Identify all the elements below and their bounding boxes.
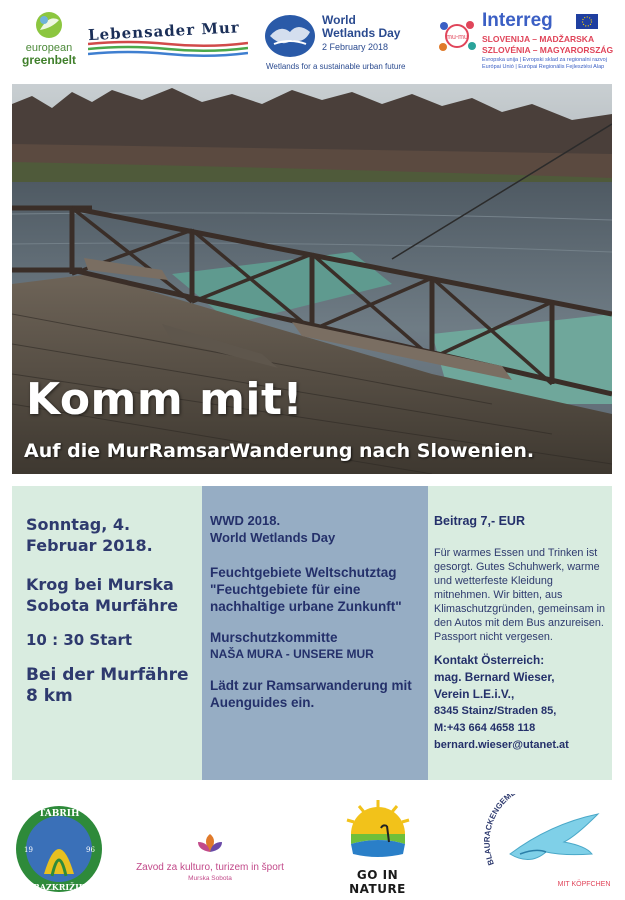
wwd-title-line1: World (322, 13, 356, 27)
committee-name: Murschutzkommitte (210, 630, 338, 645)
greenbelt-leaf-icon (32, 10, 66, 40)
details-line: Für warmes Essen und Trinken ist (434, 547, 598, 559)
tabrih-emblem-icon (14, 804, 104, 894)
invitation-line1: Lädt zur Ramsarwanderung mit (210, 678, 412, 693)
organiser-column (202, 486, 428, 780)
details-paragraph (434, 546, 606, 644)
footer-logo-bar (0, 790, 625, 900)
event-place-line2: Sobota Murfähre (26, 596, 179, 615)
invitation-line2: Auenguides ein. (210, 695, 315, 710)
blau-sub-text: MIT KÖPFCHEN (557, 881, 611, 888)
blaurackengemeinden-logo (480, 794, 620, 894)
wetlands-day-motto (210, 564, 422, 615)
interreg-line3: Evropska unija | Evropski sklad za regionalni razvoj (482, 57, 607, 63)
wwd-date: 2 February 2018 (322, 42, 389, 52)
event-place (26, 574, 192, 616)
meeting-point (26, 665, 192, 707)
tabrih-top-text: TABRIH (38, 809, 80, 819)
interreg-line2: SZLOVÉNIA – MAGYARORSZÁG (482, 45, 614, 55)
event-date-line2: Februar 2018. (26, 536, 153, 555)
details-line: gesorgt. Gutes Schuhwerk, warme (434, 561, 600, 573)
eu-flag-icon (576, 14, 598, 29)
details-line: Klimaschutzgründen, gemeinsam in (434, 603, 606, 615)
greenbelt-line2: greenbelt (21, 53, 76, 67)
tabrih-razkrizje-logo (14, 804, 104, 894)
go-in-nature-logo (330, 798, 425, 896)
motto-line3: nachhaltige urbane Zunkunft" (210, 599, 402, 614)
zavod-flower-icon (192, 830, 228, 858)
meeting-point-line2: 8 km (26, 686, 73, 706)
meeting-point-line1: Bei der Murfähre (26, 665, 189, 685)
motto-line1: Feuchtgebiete Weltschutztag (210, 565, 397, 580)
go-in-nature-sun-icon (343, 798, 413, 862)
contact-org: Verein L.E.i.V., (434, 687, 515, 701)
interreg-logo (436, 12, 616, 76)
interreg-line4: Európai Unió | Európai Regionális Fejlesztési Alap (482, 64, 605, 70)
zavod-murska-sobota-logo (120, 830, 300, 882)
lebensader-mur-title: Lebensader Mur (87, 18, 241, 45)
roller-bird-icon (480, 794, 620, 894)
event-date-column (12, 486, 202, 780)
wetlands-globe-icon (264, 14, 316, 58)
tabrih-num-left: 19 (24, 846, 33, 854)
interreg-name: Interreg (482, 10, 553, 31)
interreg-project-mark-icon (436, 16, 478, 56)
wwd-title (322, 14, 400, 40)
zavod-name: Zavod za kulturo, turizem in šport (136, 862, 284, 873)
details-line: und wetterfeste Kleidung (434, 575, 553, 587)
motto-line2: "Feuchtgebiete für eine (210, 582, 361, 597)
wwd-heading (210, 512, 422, 546)
interreg-mark-text: mu-mu (446, 34, 468, 41)
headline: Komm mit! (26, 374, 304, 425)
contact-block (434, 652, 606, 754)
details-column (428, 486, 612, 780)
event-place-line1: Krog bei Murska (26, 575, 174, 594)
committee (210, 629, 422, 663)
event-start-time: 10 : 30 Start (26, 631, 133, 649)
wwd-heading-line2: World Wetlands Day (210, 530, 336, 545)
details-line: mitnehmen. Wir bitten, aus (434, 589, 563, 601)
event-info-panel (12, 486, 612, 780)
wwd-title-line2: Wetlands Day (322, 26, 401, 40)
european-greenbelt-logo (14, 10, 84, 74)
contact-heading: Kontakt Österreich: (434, 653, 545, 667)
event-date (26, 514, 192, 556)
header-logo-bar (0, 0, 625, 80)
interreg-line1: SLOVENIJA – MADŽARSKA (482, 34, 595, 44)
tabrih-bottom-text: RAZKRIŽJE (33, 882, 85, 892)
event-date-line1: Sonntag, 4. (26, 515, 131, 534)
contact-address: 8345 Stainz/Straden 85, (434, 705, 557, 717)
fee: Beitrag 7,- EUR (434, 514, 525, 528)
contact-email: bernard.wieser@utanet.at (434, 739, 569, 751)
subline: Auf die MurRamsarWanderung nach Slowenien. (24, 440, 535, 462)
go-in-nature-name: GO IN NATURE (349, 868, 406, 896)
wwd-heading-line1: WWD 2018. (210, 513, 281, 528)
committee-slogan: NAŠA MURA - UNSERE MUR (210, 647, 374, 661)
wwd-tagline: Wetlands for a sustainable urban future (266, 62, 406, 71)
contact-name: mag. Bernard Wieser, (434, 670, 555, 684)
world-wetlands-day-logo (262, 12, 427, 76)
zavod-city: Murska Sobota (188, 875, 232, 882)
blau-arc-text: BLAURACKENGEM (482, 794, 514, 867)
hero-photo (12, 84, 612, 474)
greenbelt-line1: european (25, 42, 73, 54)
details-line: den Autos mit dem Bus anzureisen. (434, 617, 604, 629)
details-line: Passport nicht vergesen. (434, 631, 553, 643)
invitation (210, 677, 422, 711)
tabrih-num-right: 96 (86, 846, 95, 854)
contact-phone: M:+43 664 4658 118 (434, 722, 536, 734)
lebensader-mur-logo (87, 18, 248, 64)
